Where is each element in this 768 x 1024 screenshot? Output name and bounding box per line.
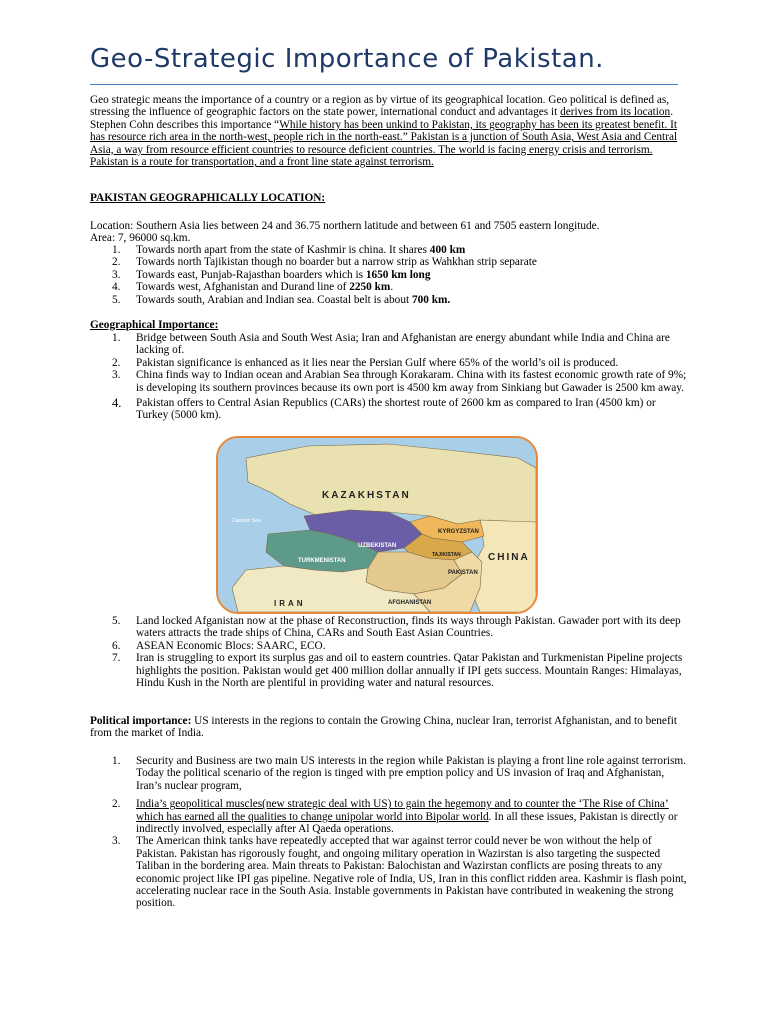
- map-graphic: [218, 438, 536, 612]
- item-text: The American think tanks have repeatedly accepted that war against terror could never be won without the help of Pakistan. Pakistan has rigorously fought, and ongoing military operation in Wazirstan is also targeting the suspected Taliban in the bordering area. Main threats to Pakistan: Balochistan and Wazirstan conflicts are posing threats to any economic project like IPI gas pipeline. Negative role of India, US, Iran in this conflict ridden area. Kashmir is flash point, accelerating nuclear race in the South Asia. Instable governments in Pakistan have contributed in weakening the strong position.: [136, 835, 687, 910]
- item-text: ASEAN Economic Blocs: SAARC, ECO.: [136, 639, 326, 652]
- item-text: Towards north apart from the state of Kashmir is china. It shares: [136, 244, 430, 256]
- item-text: Pakistan offers to Central Asian Republics (CARs) the shortest route of 2600 km as compared to Iran (4500 km) or Turkey (5000 km).: [136, 397, 656, 422]
- map-label-caspian: Caspian Sea: [232, 518, 261, 524]
- geo-item: [90, 640, 690, 652]
- intro-underlined-1: derives from its location: [560, 106, 671, 119]
- item-text: Iran is struggling to export its surplus gas and oil to eastern countries. Qatar Pakistan and Turkmenistan Pipeline projects highlights the position. Pakistan would get 400 million dollar annually if IPI gets success. Mountain Ranges: Himalayas, Hindu Kush in the North are plentiful in providing water and natural resources.: [136, 652, 683, 690]
- item-text: Security and Business are two main US interests in the region while Pakistan is playing a front line role against terrorism. Today the political scenario of the region is tinged with pre emption policy and US invasion of Iraq and Afghanistan, Iran’s nuclear program,: [136, 755, 686, 792]
- item-number: 3.: [112, 369, 121, 382]
- item-text: Land locked Afganistan now at the phase of Reconstruction, finds its ways through Pakistan. Gawader port with its deep waters attracts the trade ships of China, CARs and South East Asian Countries.: [136, 615, 681, 640]
- item-text: Bridge between South Asia and South West Asia; Iran and Afghanistan are energy abundant while India and China are lacking of.: [136, 332, 670, 357]
- item-number: 2.: [112, 356, 121, 369]
- location-heading: PAKISTAN GEOGRAPHICALLY LOCATION:: [90, 192, 326, 204]
- location-item: [90, 244, 690, 256]
- geo-list: [90, 332, 690, 422]
- item-text: Towards south, Arabian and Indian sea. Coastal belt is about: [136, 293, 412, 306]
- political-item: [90, 798, 690, 835]
- item-number: 1.: [112, 244, 121, 256]
- item-number: 6.: [112, 639, 121, 652]
- map-label-tajikistan: TAJIKISTAN: [432, 552, 461, 558]
- intro-text-1: Geo strategic means the importance of a country or a region as by virtue of its geographical location. Geo political is defined as, stressing the influence of geographic factors on the state power, international conduct and advantages it: [90, 94, 670, 119]
- geo-item: [90, 397, 690, 422]
- item-bold: 2250 km: [349, 281, 391, 294]
- location-item: [90, 269, 690, 281]
- map-label-turkmenistan: TURKMENISTAN: [298, 558, 346, 564]
- map-label-uzbekistan: UZBEKISTAN: [358, 543, 397, 549]
- item-number: 3.: [112, 835, 121, 848]
- location-item: [90, 256, 690, 268]
- item-number: 5.: [112, 293, 121, 306]
- central-asia-map: [216, 436, 538, 614]
- geo-item: [90, 357, 690, 369]
- location-item: [90, 281, 690, 293]
- item-number: 3.: [112, 268, 121, 281]
- geo-item: [90, 369, 690, 394]
- political-paragraph: [90, 715, 690, 740]
- location-item: [90, 294, 690, 306]
- map-label-pakistan: PAKISTAN: [448, 570, 478, 576]
- political-list: [90, 755, 690, 910]
- geo-item: [90, 332, 690, 357]
- item-after: . In all these issues, Pakistan is directly or indirectly involved, especially after Al Qaeda operations.: [136, 810, 678, 836]
- item-bold: 400 km: [429, 244, 466, 256]
- map-label-china: CHINA: [488, 552, 530, 563]
- political-item: [90, 755, 690, 792]
- item-number: 7.: [112, 652, 121, 665]
- item-text: Towards north Tajikistan though no boarder but a narrow strip as Wahkhan strip separate: [136, 256, 537, 269]
- geo-item: [90, 652, 690, 689]
- item-bold: 1650 km long: [365, 268, 431, 281]
- intro-underlined-quote: While history has been unkind to Pakistan, its geography has been its greatest benefit. It has resource rich area in the north-west, people rich in the north-east.” Pakistan is a junction of South Asia, West Asia and Central Asia, a way from resource efficient countries to resource deficient countries. The world is facing energy crisis and terrorism. Pakistan is a route for transportation, and a front line state against terrorism.: [90, 118, 678, 169]
- location-list: [90, 244, 690, 306]
- page-title: Geo-Strategic Importance of Pakistan.: [90, 44, 604, 74]
- political-lead: US interests in the regions to contain the Growing China, nuclear Iran, terrorist Afghanistan, and to benefit from the market of India.: [90, 715, 677, 740]
- map-label-kazakhstan: KAZAKHSTAN: [322, 490, 411, 501]
- item-number: 1.: [112, 332, 121, 344]
- geo-item: [90, 615, 690, 640]
- item-number: 2.: [112, 798, 121, 811]
- item-after: .: [390, 281, 394, 294]
- location-line: Location: Southern Asia lies between 24 and 36.75 northern latitude and between 61 and 7505 eastern longitude.: [90, 220, 600, 232]
- item-text: Towards east, Punjab-Rajasthan boarders which is: [136, 268, 366, 281]
- geo-heading: Geographical Importance:: [90, 319, 219, 331]
- item-text: Towards west, Afghanistan and Durand line of: [136, 281, 350, 294]
- map-label-iran: IRAN: [274, 599, 306, 608]
- map-label-afghanistan: AFGHANISTAN: [388, 600, 432, 606]
- intro-paragraph: [90, 94, 680, 168]
- item-number: 1.: [112, 755, 121, 767]
- area-line: Area: 7, 96000 sq.km.: [90, 232, 191, 244]
- item-underlined: India’s geopolitical muscles(new strategic deal with US) to gain the hegemony and to counter the ‘The Rise of China’ which has earned all the qualities to change unipolar world into Bipolar world: [136, 798, 669, 823]
- item-number: 5.: [112, 615, 121, 627]
- item-number: 4.: [112, 396, 122, 411]
- political-heading: Political importance:: [90, 715, 192, 727]
- item-number: 2.: [112, 256, 121, 269]
- geo-list-continued: [90, 615, 690, 689]
- map-label-kyrgyzstan: KYRGYZSTAN: [438, 529, 479, 535]
- item-number: 4.: [112, 281, 121, 294]
- intro-text-2: . Stephen Cohn describes this importance “: [90, 106, 674, 131]
- title-rule: [90, 84, 678, 85]
- item-text: China finds way to Indian ocean and Arabian Sea through Korakaram. China with its fastest economic growth rate of 9%; is developing its southern provinces because its own port is 4500 km away from Sinkiang but Gawader is 2500 km away.: [136, 369, 687, 394]
- item-text: Pakistan significance is enhanced as it lies near the Persian Gulf where 65% of the world’s oil is produced.: [136, 356, 619, 369]
- political-item: [90, 835, 690, 909]
- item-bold: 700 km.: [411, 293, 451, 306]
